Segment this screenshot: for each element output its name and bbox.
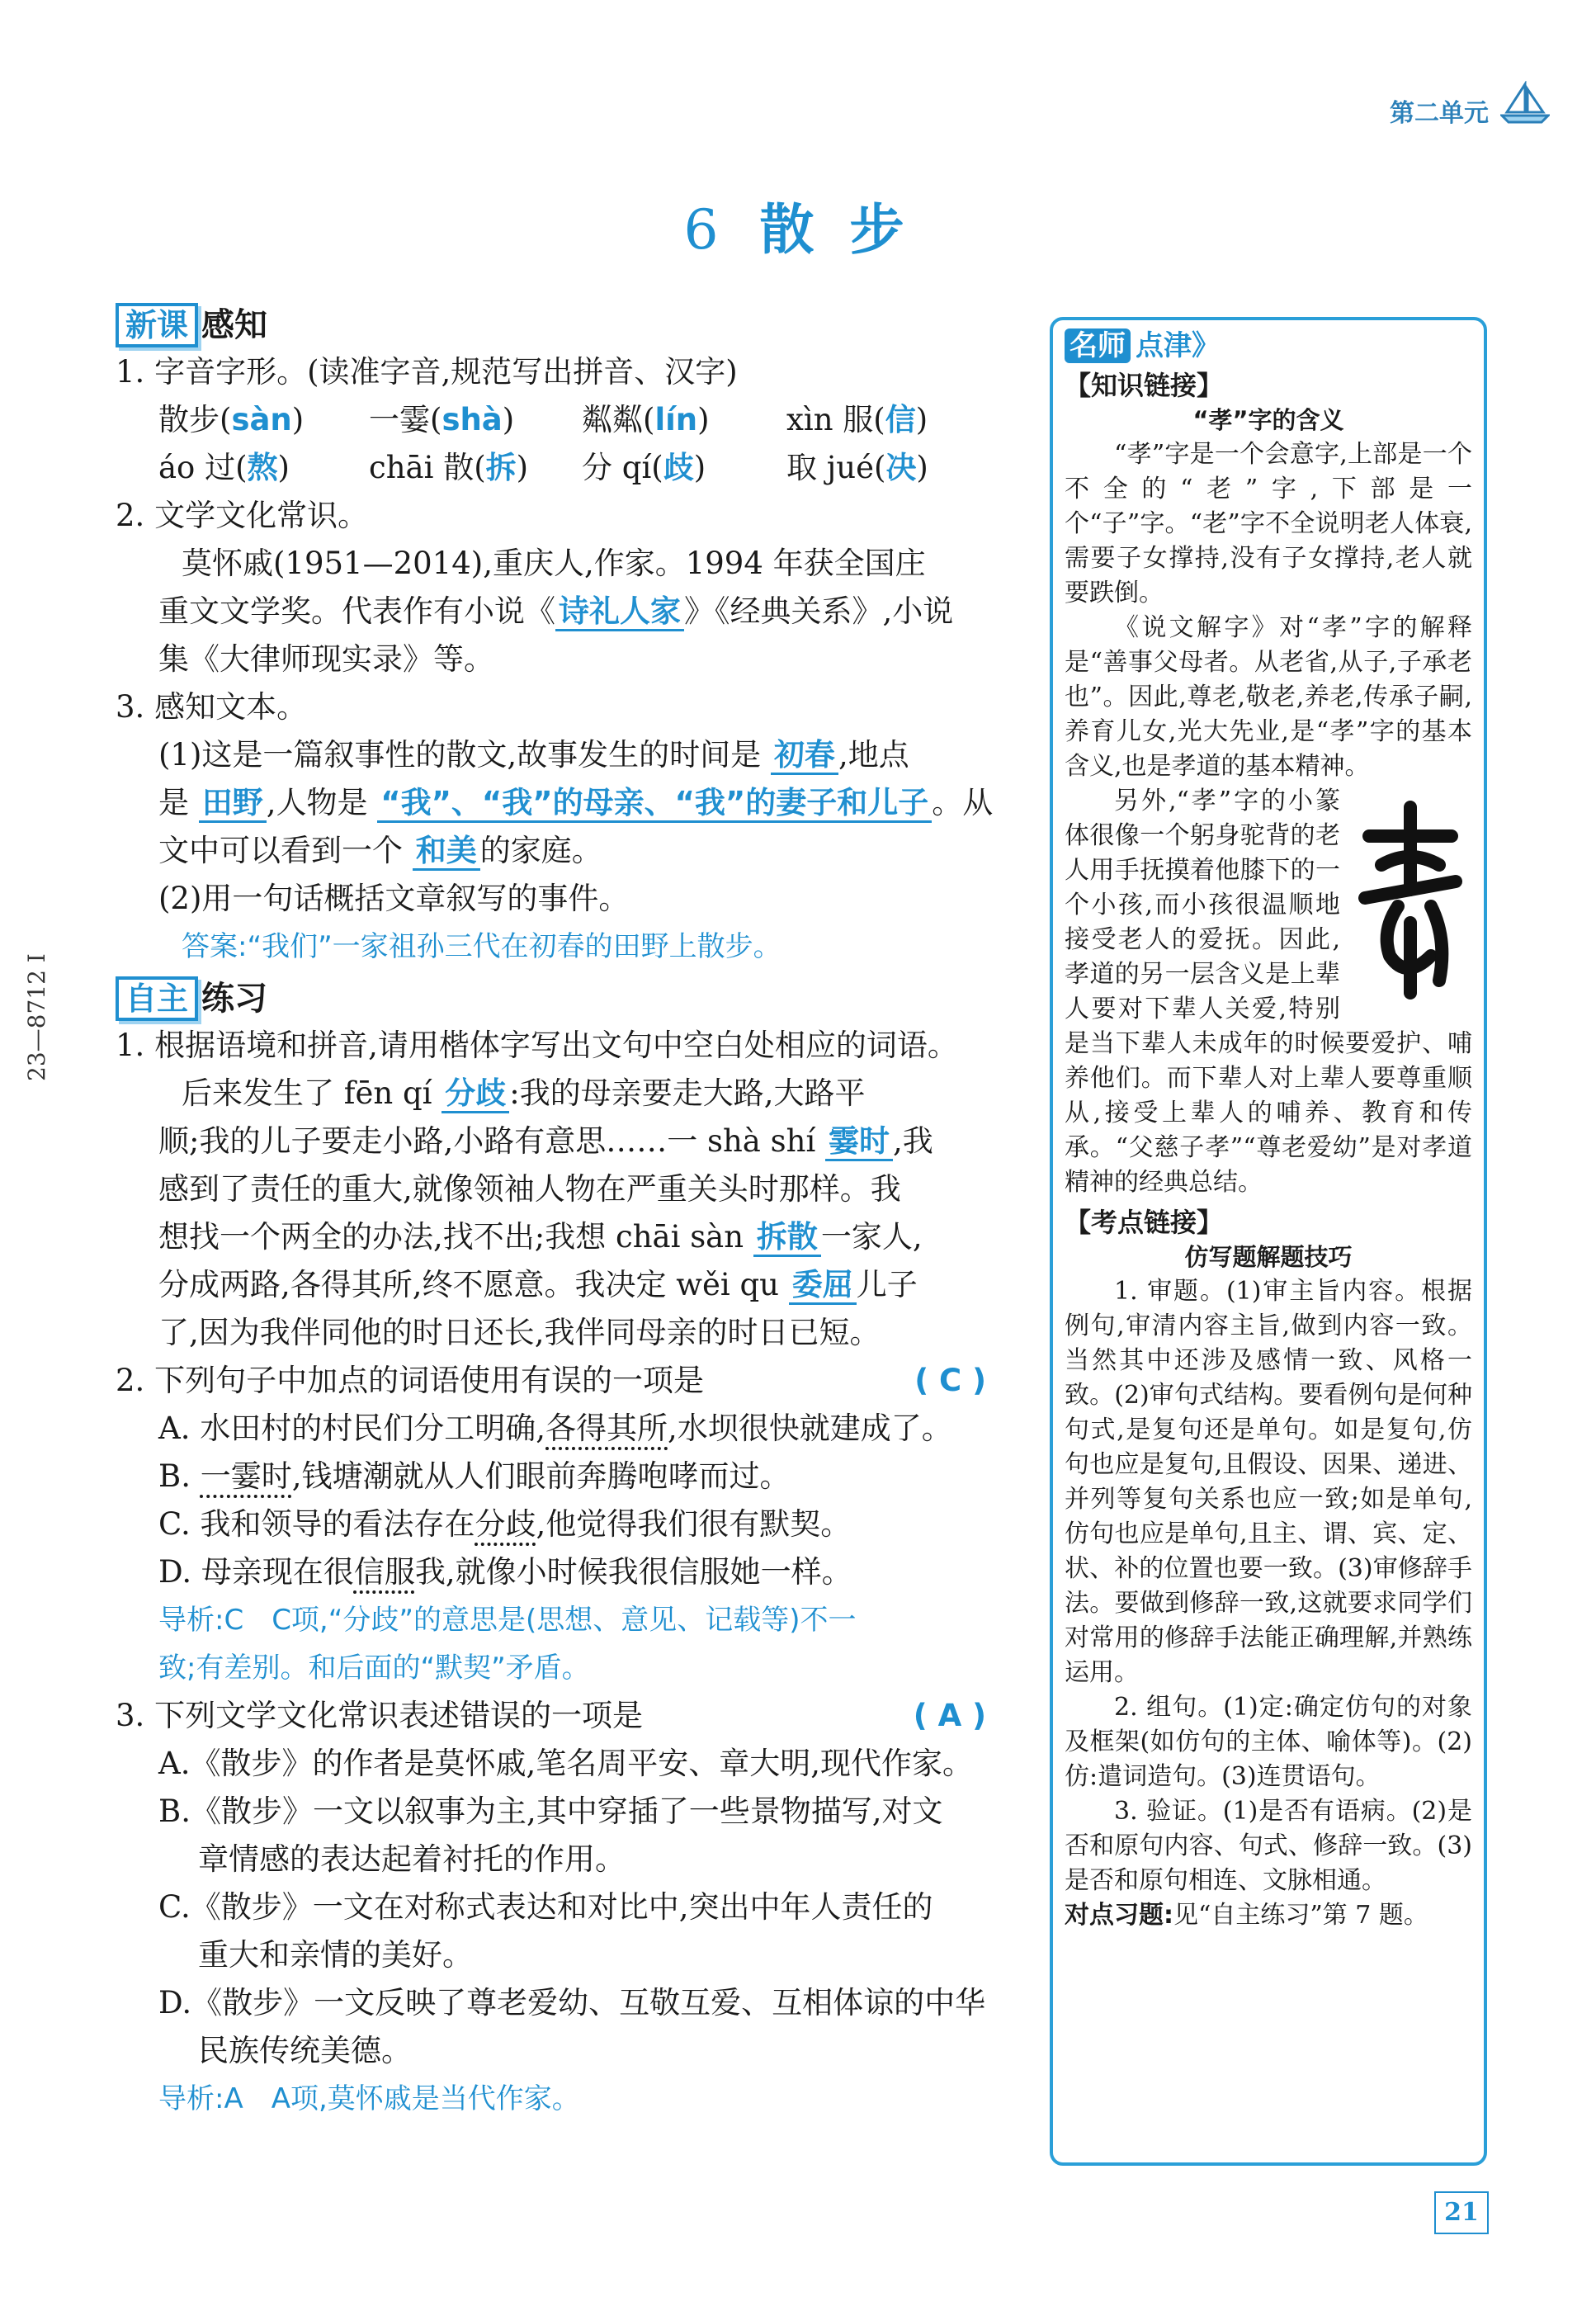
p3-option-b: B.《散步》一文以叙事为主,其中穿插了一些景物描写,对文 <box>158 1794 943 1829</box>
section-heading-zizhu <box>116 976 994 1022</box>
p1-line: 顺;我的儿子要走小路,小路有意思……一 shà shí 霎时 ,我 <box>116 1118 994 1165</box>
left-column <box>116 302 994 2123</box>
knowledge-paragraph: 《说文解字》对“孝”字的解释是“善事父母者。从老省,从子,子承老也”。因此,尊老,敬老,养老,传承子嗣,养育儿女,光大先业,是“孝”字的基本含义,也是孝道的基本精神。 <box>1065 613 1472 781</box>
sidebar-badge: 名师 <box>1065 328 1131 363</box>
p3-option-c: C.《散步》一文在对称式表达和对比中,突出中年人责任的 <box>158 1889 933 1925</box>
q2-line: 重文文学奖。代表作有小说《 诗礼人家 》《经典关系》,小说 <box>116 588 994 636</box>
practice-reference: 对点习题:见“自主练习”第 7 题。 <box>1065 1901 1428 1930</box>
pinyin-item: 分 qí(歧) <box>582 450 706 485</box>
tip-paragraph: 3. 验证。(1)是否有语病。(2)是否和原句内容、句式、修辞一致。(3)是否和原句相连、文脉相通。 <box>1065 1797 1472 1895</box>
q2-stem: 2. 文学文化常识。 <box>116 498 369 533</box>
p1-line: 感到了责任的重大,就像领袖人物在严重关头时那样。我 <box>158 1171 901 1207</box>
p3-option-b-cont: 章情感的表达起着衬托的作用。 <box>198 1841 626 1877</box>
pinyin-row-2 <box>116 444 994 492</box>
p1-line: 分成两路,各得其所,终不愿意。我决定 wěi qu 委屈 儿子 <box>116 1261 994 1309</box>
pinyin-row-1 <box>116 396 994 444</box>
lesson-title <box>0 186 1596 264</box>
section-badge: 新课 <box>116 303 198 347</box>
pinyin-item: áo 过(熬) <box>158 450 290 485</box>
pinyin-item: 粼粼(lín) <box>582 402 710 437</box>
exam-link-title: 仿写题解题技巧 <box>1184 1243 1353 1271</box>
exam-link-heading: 【考点链接】 <box>1065 1207 1224 1238</box>
p3-guide: 导析:A A项,莫怀戚是当代作家。 <box>158 2082 580 2115</box>
pinyin-item: chāi 散(拆) <box>369 450 529 485</box>
pinyin-item: 取 jué(决) <box>786 450 928 485</box>
p3-option-c-cont: 重大和亲情的美好。 <box>198 1937 473 1973</box>
p2-guide: 导析:C C项,“分歧”的意思是(思想、意见、记载等)不一 <box>158 1604 857 1637</box>
q2-line: 集《大律师现实录》等。 <box>158 641 494 677</box>
sailboat-icon <box>1500 81 1550 124</box>
page-number: 21 <box>1434 2191 1489 2234</box>
p3-stem: 3. 下列文学文化常识表述错误的一项是 <box>116 1698 644 1733</box>
knowledge-paragraph: “孝”字是一个会意字,上部是一个不全的“老”字,下部是一个“子”字。“老”字不全说明老人体衰,需要子女撑持,没有子女撑持,老人就要跌倒。 <box>1065 440 1472 607</box>
teacher-tips-sidebar <box>1050 317 1487 2166</box>
p2-stem: 2. 下列句子中加点的词语使用有误的一项是 <box>116 1363 705 1398</box>
q3-line: (2)用一句话概括文章叙写的事件。 <box>158 881 630 916</box>
knowledge-paragraph: 另外,“孝”字的小篆体很像一个躬身驼背的老人用手抚摸着他膝下的一个小孩,而小孩很温顺地接受老人的爱抚。因此,孝道的另一层含义是上辈人要对下辈人关爱,特别是当下辈人未成年的时候要爱护、哺养他们。而下辈人对上辈人要尊重顺从,接受上辈人的哺养、教育和传承。“父慈子孝”“尊老爱幼”是对孝道精神的经典总结。 <box>1065 787 1472 1197</box>
p2-answer: ( C ) <box>914 1363 986 1398</box>
p2-option-b: B. 一霎时,钱塘潮就从人们眼前奔腾咆哮而过。 <box>158 1458 791 1494</box>
lesson-number: 6 <box>683 198 727 262</box>
pinyin-item: 散步(sàn) <box>158 402 305 437</box>
p1-line: 后来发生了 fēn qí 分歧 :我的母亲要走大路,大路平 <box>116 1070 994 1118</box>
p2-option-d: D. 母亲现在很信服我,就像小时候我很信服她一样。 <box>158 1554 852 1590</box>
q3-line: 是 田野 ,人物是 “我”、“我”的母亲、“我”的妻子和儿子 。从 <box>116 779 994 827</box>
tip-paragraph: 2. 组句。(1)定:确定仿句的对象及框架(如仿句的主体、喻体等)。(2)仿:遣词造句。(3)连贯语句。 <box>1065 1693 1472 1791</box>
q3-line: (1)这是一篇叙事性的散文,故事发生的时间是 初春 ,地点 <box>116 731 994 779</box>
side-code: 23—8712 I <box>23 953 50 1081</box>
p3-answer: ( A ) <box>913 1698 986 1733</box>
p2-option-a: A. 水田村的村民们分工明确,各得其所,水坝很快就建成了。 <box>158 1411 952 1446</box>
knowledge-link-title: “孝”字的含义 <box>1192 406 1344 434</box>
q2-line: 莫怀戚(1951—2014),重庆人,作家。1994 年获全国庄 <box>182 546 926 581</box>
q3-answer: 答案:“我们”一家祖孙三代在初春的田野上散步。 <box>182 930 781 963</box>
xiao-seal-script-image <box>1348 791 1472 1005</box>
pinyin-item: xìn 服(信) <box>786 402 928 437</box>
sidebar-heading <box>1065 328 1472 363</box>
p1-line: 了,因为我伴同他的时日还长,我伴同母亲的时日已短。 <box>158 1315 881 1350</box>
p3-option-a: A.《散步》的作者是莫怀戚,笔名周平安、章大明,现代作家。 <box>158 1746 974 1781</box>
pinyin-item: 一霎(shà) <box>369 402 515 437</box>
section-title: 练习 <box>201 979 268 1018</box>
section-heading-xinke <box>116 302 994 348</box>
unit-label: 第二单元 <box>1390 99 1489 128</box>
section-badge: 自主 <box>116 976 198 1021</box>
q3-stem: 3. 感知文本。 <box>116 689 308 725</box>
knowledge-link-heading: 【知识链接】 <box>1065 370 1224 401</box>
p2-option-c: C. 我和领导的看法存在分歧,他觉得我们很有默契。 <box>158 1506 852 1542</box>
lesson-title-text: 散 步 <box>759 197 913 262</box>
p2-guide: 致;有差别。和后面的“默契”矛盾。 <box>158 1652 590 1685</box>
p3-option-d-cont: 民族传统美德。 <box>198 2033 412 2068</box>
p2-stem-row <box>116 1357 994 1405</box>
sidebar-label: 点津》 <box>1136 329 1220 362</box>
tip-paragraph: 1. 审题。(1)审主旨内容。根据例句,审清内容主旨,做到内容一致。当然其中还涉及感情一致、风格一致。(2)审句式结构。要看例句是何种句式,是复句还是单句。如是复句,仿句也应是复句,且假设、因果、递进、并列等复句关系也应一致;如是单句,仿句也应是单句,且主、谓、宾、定、状、补的位置也要一致。(3)审修辞手法。要做到修辞一致,这就要求同学们对常用的修辞手法能正确理解,并熟练运用。 <box>1065 1277 1472 1687</box>
p3-option-d: D.《散步》一文反映了尊老爱幼、互敬互爱、互相体谅的中华 <box>158 1985 986 2020</box>
p1-line: 想找一个两全的办法,找不出;我想 chāi sàn 拆散 一家人, <box>116 1213 994 1261</box>
section-title: 感知 <box>201 305 268 344</box>
q1-stem: 1. 字音字形。(读准字音,规范写出拼音、汉字) <box>116 354 738 390</box>
q3-line: 文中可以看到一个 和美 的家庭。 <box>116 827 994 875</box>
p1-stem: 1. 根据语境和拼音,请用楷体字写出文句中空白处相应的词语。 <box>116 1028 958 1063</box>
p3-stem-row <box>116 1692 994 1740</box>
